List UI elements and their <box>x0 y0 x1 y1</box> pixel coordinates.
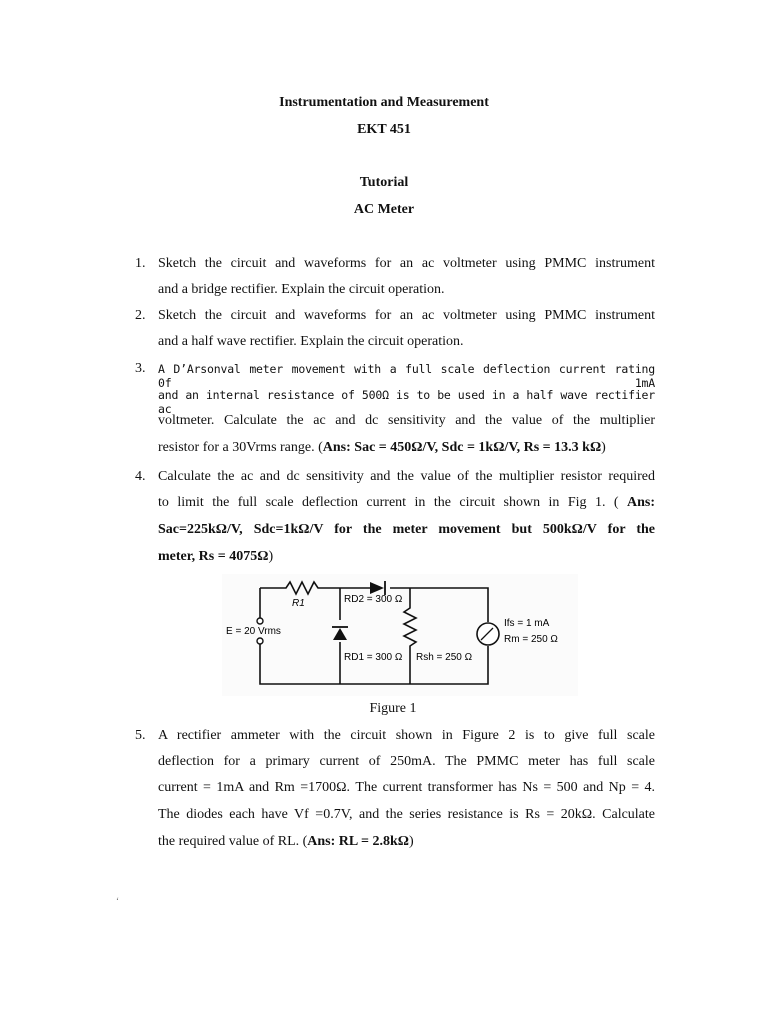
label-rm: Rm = 250 Ω <box>504 634 558 645</box>
meter-icon <box>477 623 499 645</box>
question-text-line: A D’Arsonval meter movement with a full scale deflection current rating 0f 1mA <box>158 362 655 390</box>
question-text-line <box>158 440 606 456</box>
circuit-diagram <box>222 574 578 696</box>
answer-label: Ans: <box>627 495 656 510</box>
terminal-icon <box>257 638 263 644</box>
label-source: E = 20 Vrms <box>226 626 281 637</box>
question-text-line: The diodes each have Vf =0.7V, and the series resistance is Rs = 20kΩ. Calculate <box>158 807 655 822</box>
question-text: the required value of RL. ( <box>158 834 308 849</box>
course-title: Instrumentation and Measurement <box>279 95 489 110</box>
question-number: 5. <box>135 728 146 743</box>
course-code: EKT 451 <box>357 122 411 137</box>
closing-paren: ) <box>601 440 606 455</box>
topic-heading: AC Meter <box>353 202 415 217</box>
label-rsh: Rsh = 250 Ω <box>416 652 473 663</box>
question-text-line: and a bridge rectifier. Explain the circuit operation. <box>158 282 445 297</box>
terminal-icon <box>257 618 263 624</box>
question-text-line <box>158 834 414 850</box>
question-text-line: Sketch the circuit and waveforms for an ac voltmeter using PMMC instrument <box>158 308 655 323</box>
answer-text-line <box>158 549 273 565</box>
question-text-line: A rectifier ammeter with the circuit shown in Figure 2 is to give full scale <box>158 728 655 743</box>
closing-paren: ) <box>408 834 414 849</box>
answer-text: Ans: Sac = 450Ω/V, Sdc = 1kΩ/V, Rs = 13.3 kΩ <box>322 440 602 455</box>
answer-text-line: Sac=225kΩ/V, Sdc=1kΩ/V for the meter movement but 500kΩ/V for the <box>158 522 655 537</box>
question-text-line <box>158 495 655 511</box>
answer-text: Ans: RL = 2.8kΩ <box>307 834 409 849</box>
label-ifs: Ifs = 1 mA <box>504 618 550 629</box>
question-number: 4. <box>135 469 146 484</box>
question-number: 3. <box>135 361 146 376</box>
question-text-line: and a half wave rectifier. Explain the circuit operation. <box>158 334 464 349</box>
label-rd1: RD1 = 300 Ω <box>344 652 403 663</box>
question-number: 1. <box>135 256 146 271</box>
question-text: resistor for a 30Vrms range. ( <box>158 440 323 455</box>
tutorial-heading: Tutorial <box>359 175 409 190</box>
stray-mark: ‘ <box>116 896 119 906</box>
label-rd2: RD2 = 300 Ω <box>344 594 403 605</box>
question-number: 2. <box>135 308 146 323</box>
label-r1: R1 <box>292 598 305 609</box>
question-text: to limit the full scale deflection current in the circuit shown in Fig 1. ( <box>158 495 619 510</box>
question-text-line: Calculate the ac and dc sensitivity and the value of the multiplier resistor required <box>158 469 655 484</box>
figure-caption: Figure 1 <box>369 701 417 716</box>
answer-text: meter, Rs = 4075Ω <box>158 549 269 564</box>
question-text-line: voltmeter. Calculate the ac and dc sensitivity and the value of the multiplier <box>158 413 655 428</box>
question-text-line: and an internal resistance of 500Ω is to be used in a half wave rectifier ac <box>158 388 655 416</box>
question-text-line: current = 1mA and Rm =1700Ω. The current transformer has Ns = 500 and Np = 4. <box>158 780 655 795</box>
closing-paren: ) <box>268 549 274 564</box>
question-text-line: deflection for a primary current of 250mA. The PMMC meter has full scale <box>158 754 655 769</box>
question-text-line: Sketch the circuit and waveforms for an ac voltmeter using PMMC instrument <box>158 256 655 271</box>
